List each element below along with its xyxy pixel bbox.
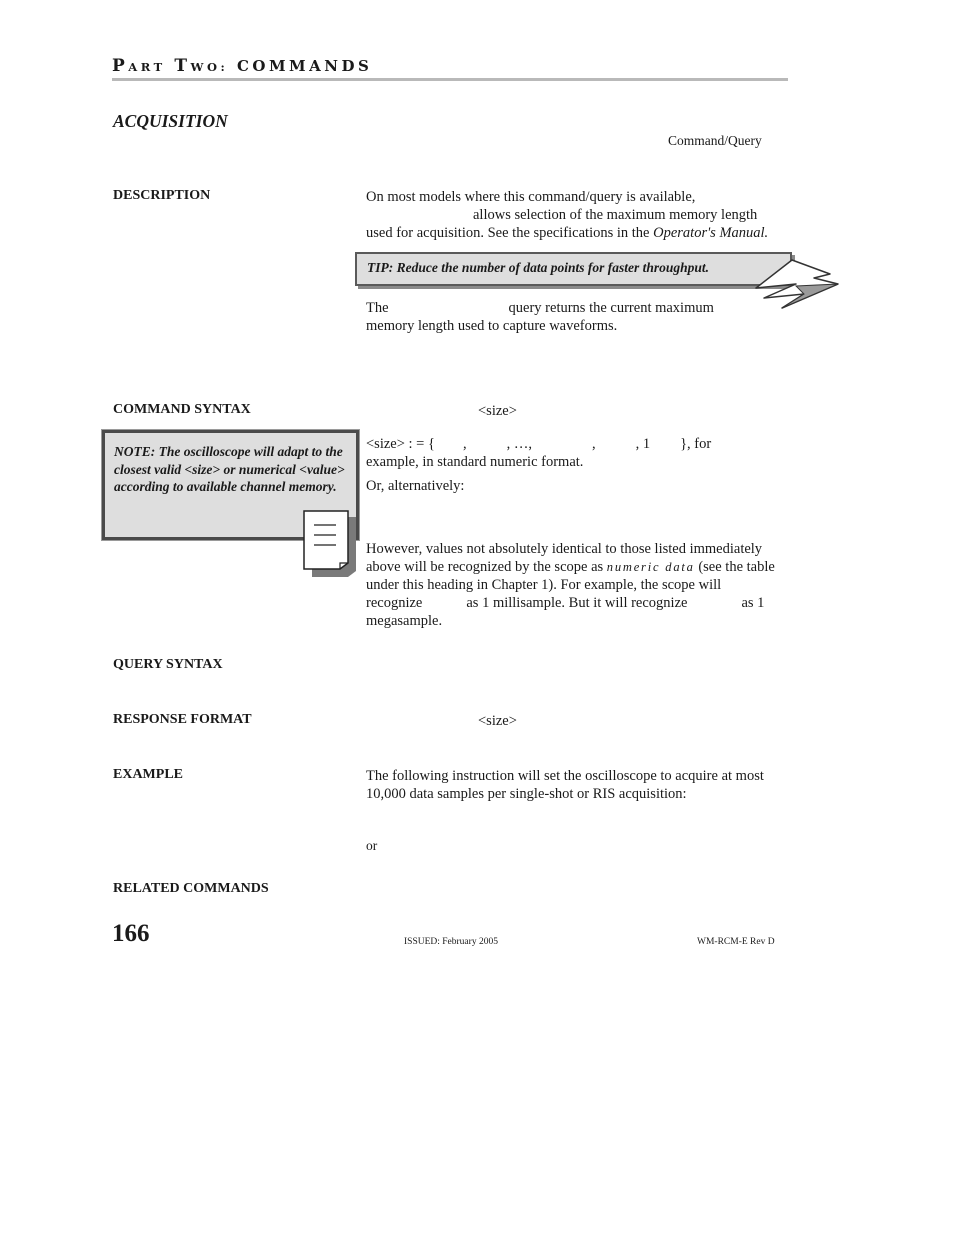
part-header: PART TWO: COMMANDS	[112, 56, 373, 76]
however-paragraph: However, values not absolutely identical to those listed immediately above will be recognized by the scope as numeric data (see the table under this heading in Chapter 1). For example, the scope will recognize as 1 millisample. But it will recognize as 1 megasample.	[366, 541, 775, 629]
header-rule	[112, 78, 788, 81]
query-syntax-label: QUERY SYNTAX	[113, 657, 223, 672]
query-description: The query returns the current maximum memory length used to capture waveforms.	[366, 300, 714, 334]
related-commands-label: RELATED COMMANDS	[113, 881, 269, 896]
note-page-icon	[302, 509, 360, 579]
description-text: On most models where this command/query is available, allows selection of the maximum memory length used for acquisition. See the specifications in the Operator's Manual.	[366, 189, 769, 241]
response-format-label: RESPONSE FORMAT	[113, 712, 252, 727]
example-text: The following instruction will set the oscilloscope to acquire at most 10,000 data samples per single-shot or RIS acquisition:	[366, 768, 764, 802]
page-title: ACQUISITION	[113, 111, 228, 131]
size-definition: <size> : = { , , …, , , 1 }, for example, in standard numeric format. Or, alternatively:	[366, 436, 712, 494]
tip-text: TIP: Reduce the number of data points for faster throughput.	[367, 260, 710, 275]
example-label: EXAMPLE	[113, 767, 183, 782]
page-number: 166	[112, 920, 150, 947]
issued-date: ISSUED: February 2005	[404, 937, 498, 947]
response-format-arg: <size>	[478, 713, 517, 729]
note-text: NOTE: The oscilloscope will adapt to the closest valid <size> or numerical <value> according to available channel memory.	[114, 444, 345, 494]
command-syntax-label: COMMAND SYNTAX	[113, 402, 251, 417]
example-or: or	[366, 838, 378, 853]
command-type: Command/Query	[668, 133, 762, 148]
command-syntax-arg: <size>	[478, 403, 517, 419]
description-label: DESCRIPTION	[113, 188, 211, 203]
document-id: WM-RCM-E Rev D	[697, 937, 775, 947]
